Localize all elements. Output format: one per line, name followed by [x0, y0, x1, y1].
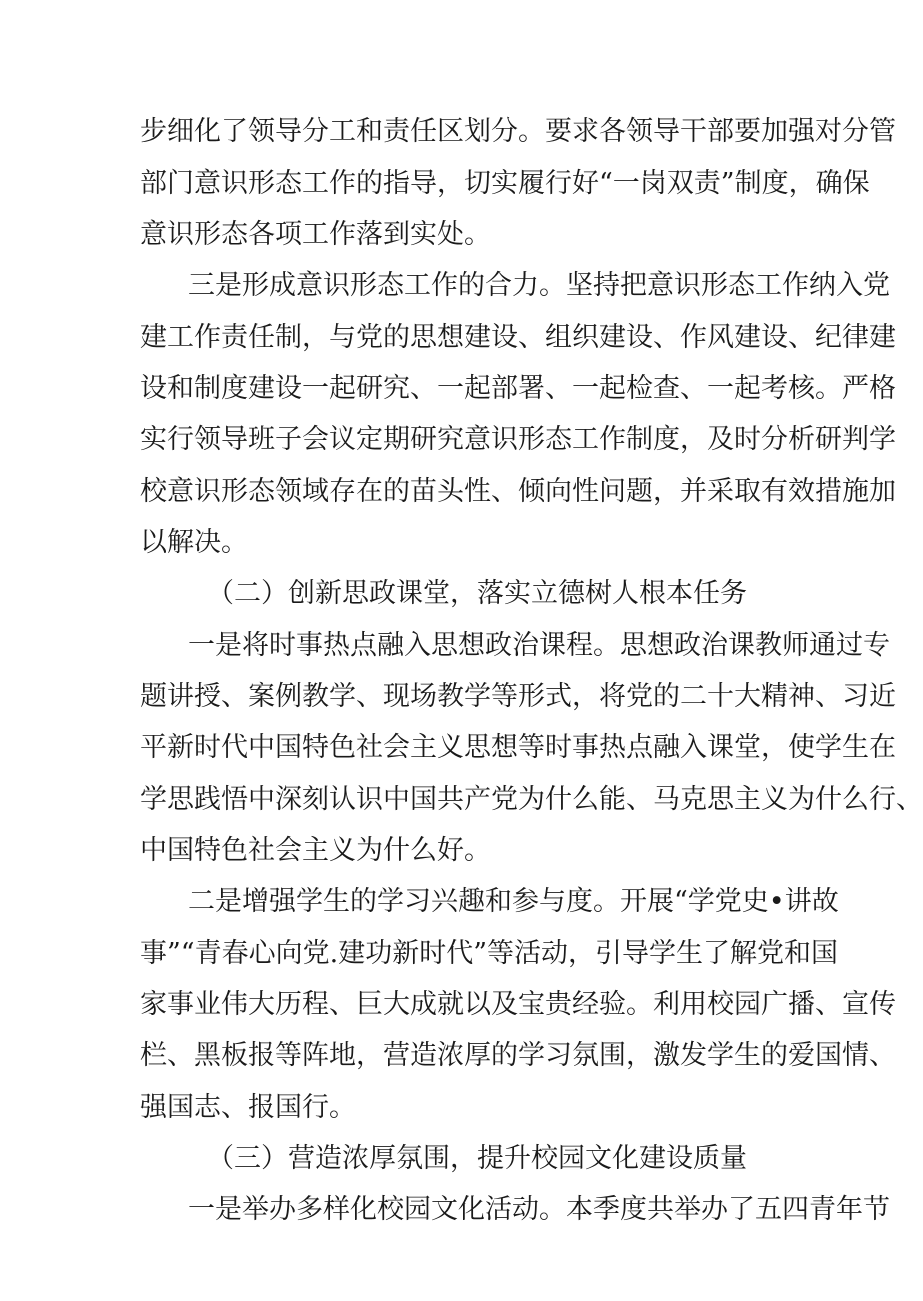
paragraph-line: 中国特色社会主义为什么好。	[140, 835, 491, 866]
paragraph-line: 强国志、报国行。	[140, 1092, 356, 1123]
paragraph-line: 设和制度建设一起研究、一起部署、一起检查、一起考核。严格	[140, 373, 896, 404]
paragraph-line: 一是举办多样化校园文化活动。本季度共举办了五四青年节	[188, 1194, 890, 1225]
paragraph-line: 建工作责任制，与党的思想建设、组织建设、作风建设、纪律建	[140, 322, 896, 353]
paragraph-line: 平新时代中国特色社会主义思想等时事热点融入课堂，使学生在	[140, 732, 896, 763]
paragraph-line: 三是形成意识形态工作的合力。坚持把意识形态工作纳入党	[188, 270, 890, 301]
paragraph-line: 事”“青春心向党.建功新时代”等活动，引导学生了解党和国	[140, 938, 838, 969]
paragraph-line: 校意识形态领域存在的苗头性、倾向性问题，并采取有效措施加	[140, 476, 896, 507]
paragraph-line: 意识形态各项工作落到实处。	[140, 219, 491, 250]
paragraph-line: 家事业伟大历程、巨大成就以及宝贵经验。利用校园广播、宣传	[140, 989, 896, 1020]
paragraph-line: 栏、黑板报等阵地，营造浓厚的学习氛围，激发学生的爱国情、	[140, 1040, 896, 1071]
paragraph-line: 题讲授、案例教学、现场教学等形式，将党的二十大精神、习近	[140, 681, 896, 712]
paragraph-line: 以解决。	[140, 527, 248, 558]
paragraph-line: 部门意识形态工作的指导，切实履行好“一岗双责”制度，确保	[140, 168, 870, 199]
paragraph-line: 学思践悟中深刻认识中国共产党为什么能、马克思主义为什么行、	[140, 784, 923, 815]
paragraph-line: 一是将时事热点融入思想政治课程。思想政治课教师通过专	[188, 630, 890, 661]
paragraph-line: 步细化了领导分工和责任区划分。要求各领导干部要加强对分管	[140, 116, 896, 147]
paragraph-line: 二是增强学生的学习兴趣和参与度。开展“学党史•讲故	[188, 886, 839, 917]
paragraph-line: 实行领导班子会议定期研究意识形态工作制度，及时分析研判学	[140, 424, 896, 455]
section-heading: （三）营造浓厚氛围，提升校园文化建设质量	[207, 1143, 747, 1174]
section-heading: （二）创新思政课堂，落实立德树人根本任务	[207, 578, 747, 609]
